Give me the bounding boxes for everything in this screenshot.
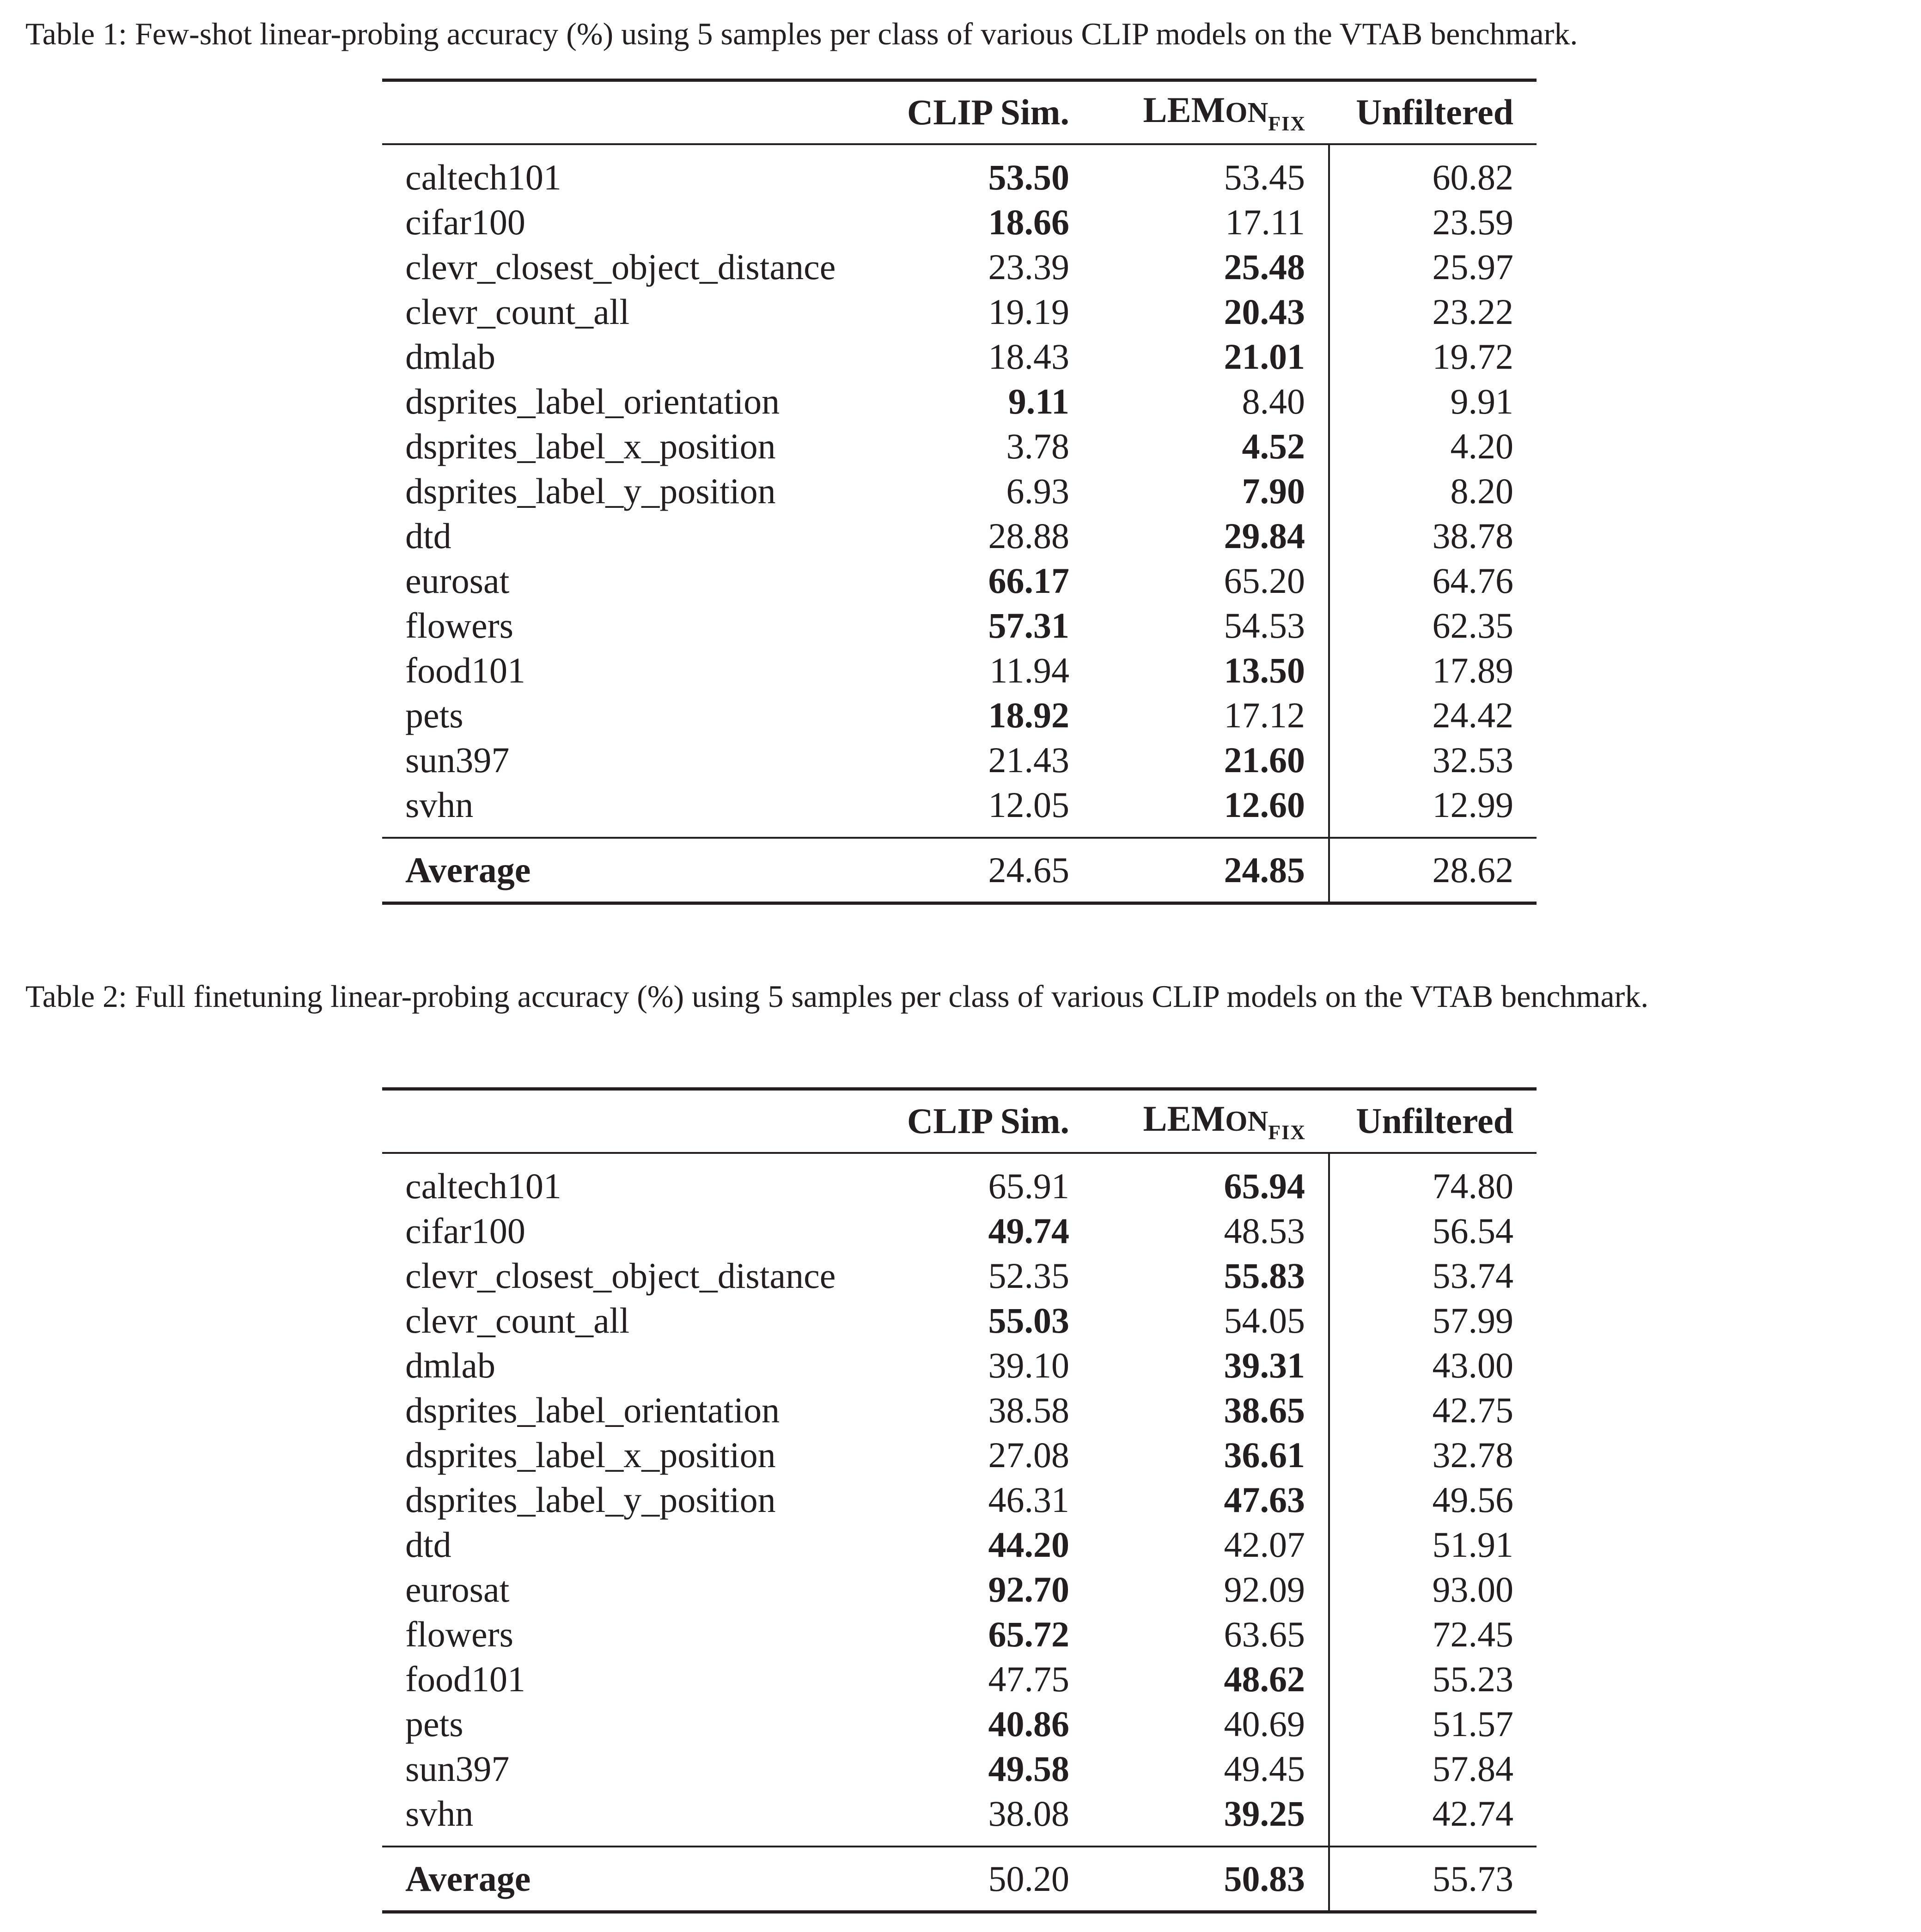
lemon-fix-value: 13.50 — [1092, 648, 1329, 693]
lemon-fix-value: 36.61 — [1092, 1433, 1329, 1478]
unfiltered-value: 93.00 — [1432, 1569, 1513, 1609]
lemon-fix-value: 47.63 — [1092, 1478, 1329, 1523]
average-label: Average — [405, 849, 531, 890]
lemon-fix-value: 7.90 — [1092, 469, 1329, 514]
clip-sim-value: 38.58 — [988, 1390, 1069, 1430]
lemon-fix-value: 8.40 — [1092, 379, 1329, 424]
clip-sim-value: 65.91 — [988, 1166, 1069, 1206]
task-name-cell: svhn — [405, 785, 474, 825]
clip-sim-value: 65.72 — [988, 1614, 1069, 1654]
average-unfiltered-value: 55.73 — [1432, 1858, 1513, 1899]
clip-sim-value: 52.35 — [988, 1255, 1069, 1296]
lemon-fix-value: 29.84 — [1092, 514, 1329, 559]
task-name-cell: caltech101 — [405, 1166, 561, 1206]
clip-sim-value: 28.88 — [988, 516, 1069, 556]
header-lemon-main: LEMON — [1143, 1098, 1268, 1139]
clip-sim-value: 18.92 — [988, 695, 1069, 735]
unfiltered-value: 12.99 — [1432, 785, 1513, 825]
task-name-cell: cifar100 — [405, 1211, 525, 1251]
lemon-fix-value: 48.62 — [1092, 1657, 1329, 1702]
task-name-cell: dsprites_label_y_position — [405, 471, 776, 511]
table-row — [382, 290, 1537, 335]
lemon-fix-value: 49.45 — [1092, 1747, 1329, 1792]
lemon-fix-value: 65.94 — [1092, 1153, 1329, 1209]
task-name-cell: clevr_closest_object_distance — [405, 247, 836, 287]
lemon-fix-value: 39.31 — [1092, 1343, 1329, 1388]
task-name-cell: cifar100 — [405, 202, 525, 242]
table-row — [382, 1523, 1537, 1567]
table-row — [382, 1388, 1537, 1433]
unfiltered-value: 42.75 — [1432, 1390, 1513, 1430]
clip-sim-value: 40.86 — [988, 1704, 1069, 1744]
table-row — [382, 1209, 1537, 1254]
lemon-fix-value: 42.07 — [1092, 1523, 1329, 1567]
unfiltered-value: 9.91 — [1450, 381, 1513, 421]
table-row — [382, 1478, 1537, 1523]
table-2 — [382, 1087, 1537, 1914]
average-row — [382, 838, 1537, 903]
table-row — [382, 783, 1537, 838]
clip-sim-value: 49.74 — [988, 1211, 1069, 1251]
table-body — [382, 144, 1537, 838]
task-name-cell: flowers — [405, 605, 513, 646]
lemon-fix-value: 21.01 — [1092, 335, 1329, 379]
table-row — [382, 1747, 1537, 1792]
table-row — [382, 469, 1537, 514]
clip-sim-value: 27.08 — [988, 1435, 1069, 1475]
task-name-cell: clevr_count_all — [405, 1300, 630, 1341]
table-row — [382, 1702, 1537, 1747]
lemon-fix-value: 39.25 — [1092, 1792, 1329, 1847]
unfiltered-value: 24.42 — [1432, 695, 1513, 735]
table-row — [382, 379, 1537, 424]
unfiltered-value: 49.56 — [1432, 1480, 1513, 1520]
lemon-fix-value: 21.60 — [1092, 738, 1329, 783]
task-name-cell: caltech101 — [405, 157, 561, 197]
clip-sim-value: 23.39 — [988, 247, 1069, 287]
header-clip-sim: CLIP Sim. — [907, 1101, 1069, 1141]
unfiltered-value: 74.80 — [1432, 1166, 1513, 1206]
clip-sim-value: 18.66 — [988, 202, 1069, 242]
clip-sim-value: 44.20 — [988, 1524, 1069, 1565]
unfiltered-value: 57.84 — [1432, 1749, 1513, 1789]
clip-sim-value: 39.10 — [988, 1345, 1069, 1385]
table-row — [382, 1153, 1537, 1209]
task-name-cell: dsprites_label_orientation — [405, 381, 780, 421]
table-row — [382, 738, 1537, 783]
unfiltered-value: 64.76 — [1432, 561, 1513, 601]
lemon-fix-value: 40.69 — [1092, 1702, 1329, 1747]
task-name-cell: clevr_closest_object_distance — [405, 1255, 836, 1296]
lemon-fix-value: 54.53 — [1092, 603, 1329, 648]
average-lemon-value: 24.85 — [1092, 838, 1329, 903]
task-name-cell: flowers — [405, 1614, 513, 1654]
table-1-caption: Table 1: Few-shot linear-probing accuracy (%) using 5 samples per class of various CLIP models on the VTAB benchmark. — [25, 16, 1578, 51]
table-row — [382, 648, 1537, 693]
unfiltered-value: 25.97 — [1432, 247, 1513, 287]
clip-sim-value: 46.31 — [988, 1480, 1069, 1520]
lemon-fix-value: 65.20 — [1092, 559, 1329, 603]
table-row — [382, 559, 1537, 603]
unfiltered-value: 56.54 — [1432, 1211, 1513, 1251]
clip-sim-value: 18.43 — [988, 336, 1069, 377]
header-lemon-subscript: FIX — [1268, 112, 1306, 135]
task-name-cell: svhn — [405, 1793, 474, 1834]
task-name-cell: food101 — [405, 1659, 525, 1699]
clip-sim-value: 55.03 — [988, 1300, 1069, 1341]
lemon-fix-value: 17.11 — [1092, 200, 1329, 245]
task-name-cell: pets — [405, 1704, 463, 1744]
lemon-fix-value: 25.48 — [1092, 245, 1329, 290]
header-lemon-main: LEMON — [1143, 90, 1268, 130]
unfiltered-value: 57.99 — [1432, 1300, 1513, 1341]
header-lemon-fix — [1092, 1089, 1329, 1153]
task-name-cell: pets — [405, 695, 463, 735]
header-lemon-fix — [1092, 80, 1329, 144]
unfiltered-value: 23.59 — [1432, 202, 1513, 242]
table-row — [382, 1567, 1537, 1612]
clip-sim-value: 12.05 — [988, 785, 1069, 825]
lemon-fix-value: 38.65 — [1092, 1388, 1329, 1433]
table-row — [382, 424, 1537, 469]
clip-sim-value: 47.75 — [988, 1659, 1069, 1699]
unfiltered-value: 51.91 — [1432, 1524, 1513, 1565]
unfiltered-value: 43.00 — [1432, 1345, 1513, 1385]
unfiltered-value: 8.20 — [1450, 471, 1513, 511]
average-row — [382, 1847, 1537, 1912]
table-row — [382, 335, 1537, 379]
average-clip-value: 50.20 — [988, 1858, 1069, 1899]
table-row — [382, 1433, 1537, 1478]
average-lemon-value: 50.83 — [1092, 1847, 1329, 1912]
clip-sim-value: 19.19 — [988, 292, 1069, 332]
table-row — [382, 514, 1537, 559]
lemon-fix-value: 55.83 — [1092, 1254, 1329, 1298]
table-body — [382, 1153, 1537, 1847]
table-row — [382, 1792, 1537, 1847]
table-2-caption: Table 2: Full finetuning linear-probing accuracy (%) using 5 samples per class of various CLIP models on the VTAB benchmark. — [25, 979, 1649, 1014]
clip-sim-value: 6.93 — [1006, 471, 1069, 511]
average-unfiltered-value: 28.62 — [1432, 849, 1513, 890]
task-name-cell: food101 — [405, 650, 525, 690]
clip-sim-value: 38.08 — [988, 1793, 1069, 1834]
header-clip-sim: CLIP Sim. — [907, 92, 1069, 133]
task-name-cell: dsprites_label_orientation — [405, 1390, 780, 1430]
table-row — [382, 1657, 1537, 1702]
table-row — [382, 1343, 1537, 1388]
task-name-cell: dsprites_label_x_position — [405, 426, 776, 466]
header-unfiltered: Unfiltered — [1356, 1101, 1513, 1141]
unfiltered-value: 4.20 — [1450, 426, 1513, 466]
task-name-cell: eurosat — [405, 561, 510, 601]
lemon-fix-value: 54.05 — [1092, 1298, 1329, 1343]
unfiltered-value: 19.72 — [1432, 336, 1513, 377]
unfiltered-value: 62.35 — [1432, 605, 1513, 646]
header-lemon-subscript: FIX — [1268, 1121, 1306, 1144]
unfiltered-value: 38.78 — [1432, 516, 1513, 556]
average-clip-value: 24.65 — [988, 849, 1069, 890]
table-1 — [382, 79, 1537, 905]
header-task — [382, 80, 857, 144]
clip-sim-value: 49.58 — [988, 1749, 1069, 1789]
unfiltered-value: 51.57 — [1432, 1704, 1513, 1744]
table-row — [382, 144, 1537, 200]
table-row — [382, 603, 1537, 648]
unfiltered-value: 32.53 — [1432, 740, 1513, 780]
clip-sim-value: 3.78 — [1006, 426, 1069, 466]
task-name-cell: dtd — [405, 516, 451, 556]
task-name-cell: sun397 — [405, 740, 510, 780]
table-row — [382, 1298, 1537, 1343]
lemon-fix-value: 17.12 — [1092, 693, 1329, 738]
unfiltered-value: 55.23 — [1432, 1659, 1513, 1699]
task-name-cell: dsprites_label_x_position — [405, 1435, 776, 1475]
table-row — [382, 200, 1537, 245]
unfiltered-value: 17.89 — [1432, 650, 1513, 690]
task-name-cell: eurosat — [405, 1569, 510, 1609]
task-name-cell: dmlab — [405, 336, 495, 377]
clip-sim-value: 57.31 — [988, 605, 1069, 646]
table-row — [382, 693, 1537, 738]
average-label: Average — [405, 1858, 531, 1899]
clip-sim-value: 92.70 — [988, 1569, 1069, 1609]
lemon-fix-value: 4.52 — [1092, 424, 1329, 469]
lemon-fix-value: 92.09 — [1092, 1567, 1329, 1612]
table-row — [382, 1612, 1537, 1657]
task-name-cell: dtd — [405, 1524, 451, 1565]
task-name-cell: sun397 — [405, 1749, 510, 1789]
clip-sim-value: 9.11 — [1008, 381, 1069, 421]
clip-sim-value: 21.43 — [988, 740, 1069, 780]
table-row — [382, 245, 1537, 290]
unfiltered-value: 53.74 — [1432, 1255, 1513, 1296]
header-unfiltered: Unfiltered — [1356, 92, 1513, 133]
lemon-fix-value: 53.45 — [1092, 144, 1329, 200]
header-task — [382, 1089, 857, 1153]
unfiltered-value: 42.74 — [1432, 1793, 1513, 1834]
task-name-cell: dmlab — [405, 1345, 495, 1385]
unfiltered-value: 23.22 — [1432, 292, 1513, 332]
lemon-fix-value: 48.53 — [1092, 1209, 1329, 1254]
lemon-fix-value: 12.60 — [1092, 783, 1329, 838]
unfiltered-value: 32.78 — [1432, 1435, 1513, 1475]
clip-sim-value: 53.50 — [988, 157, 1069, 197]
clip-sim-value: 11.94 — [989, 650, 1069, 690]
lemon-fix-value: 63.65 — [1092, 1612, 1329, 1657]
table-header-row — [382, 1089, 1537, 1153]
unfiltered-value: 60.82 — [1432, 157, 1513, 197]
task-name-cell: clevr_count_all — [405, 292, 630, 332]
table-row — [382, 1254, 1537, 1298]
task-name-cell: dsprites_label_y_position — [405, 1480, 776, 1520]
unfiltered-value: 72.45 — [1432, 1614, 1513, 1654]
table-header-row — [382, 80, 1537, 144]
lemon-fix-value: 20.43 — [1092, 290, 1329, 335]
clip-sim-value: 66.17 — [988, 561, 1069, 601]
